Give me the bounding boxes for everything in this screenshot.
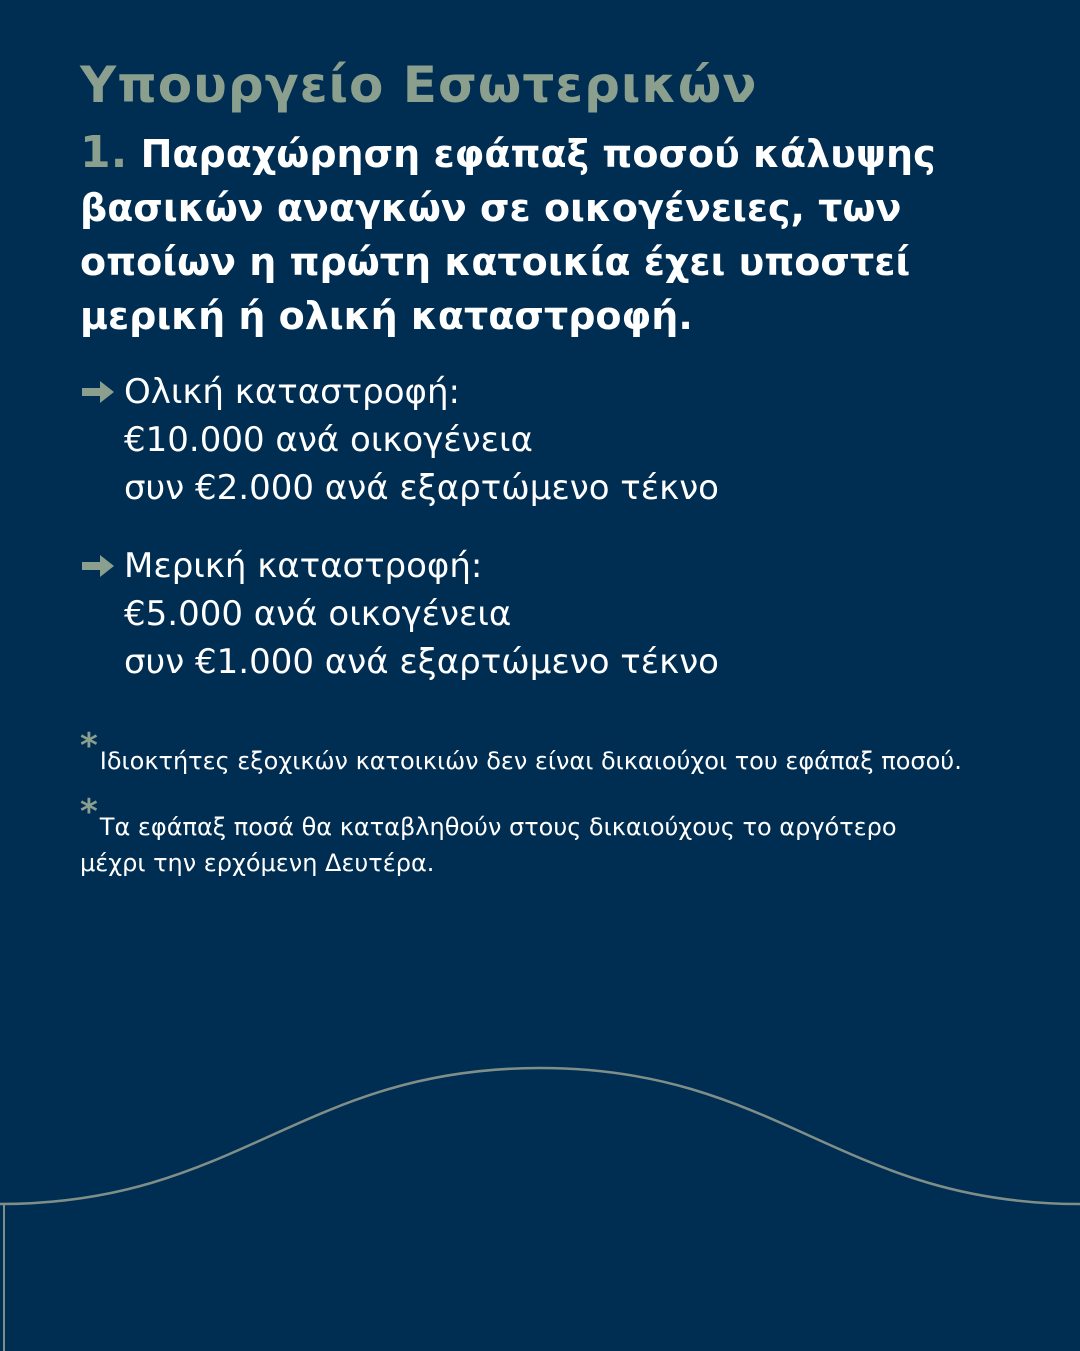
total-child-amount: συν €2.000 ανά εξαρτώμενο τέκνο xyxy=(124,468,719,508)
headline-text: Παραχώρηση εφάπαξ ποσού κάλυψης βασικών αναγκών σε οικογένειες, των οποίων η πρώτη κατοικία έχει υποστεί μερική ή ολική καταστροφή. xyxy=(80,132,936,338)
footnote-payment-date xyxy=(80,792,940,881)
decorative-wave xyxy=(0,1050,1080,1351)
total-destruction-label: Ολική καταστροφή: xyxy=(124,372,460,412)
footnote-payment-date-text: Τα εφάπαξ ποσά θα καταβληθούν στους δικαιούχους το αργότερο μέχρι την ερχόμενη Δευτέρα. xyxy=(80,813,897,877)
asterisk-icon: * xyxy=(80,726,98,766)
footnote-holiday-homes-text: Ιδιοκτήτες εξοχικών κατοικιών δεν είναι δικαιούχοι του εφάπαξ ποσού. xyxy=(99,747,962,775)
total-family-amount: €10.000 ανά οικογένεια xyxy=(124,420,533,460)
partial-destruction-label: Μερική καταστροφή: xyxy=(124,546,483,586)
arrow-right-icon xyxy=(80,368,124,416)
headline-number: 1. xyxy=(80,127,128,178)
ministry-title: Υπουργείο Εσωτερικών xyxy=(80,56,758,114)
asterisk-icon: * xyxy=(80,792,98,832)
partial-destruction-block xyxy=(80,542,1040,686)
partial-family-amount: €5.000 ανά οικογένεια xyxy=(124,594,512,634)
partial-child-amount: συν €1.000 ανά εξαρτώμενο τέκνο xyxy=(124,642,719,682)
footnote-holiday-homes xyxy=(80,726,1040,779)
arrow-right-icon xyxy=(80,542,124,590)
total-destruction-block xyxy=(80,368,1040,512)
headline xyxy=(80,126,1040,343)
